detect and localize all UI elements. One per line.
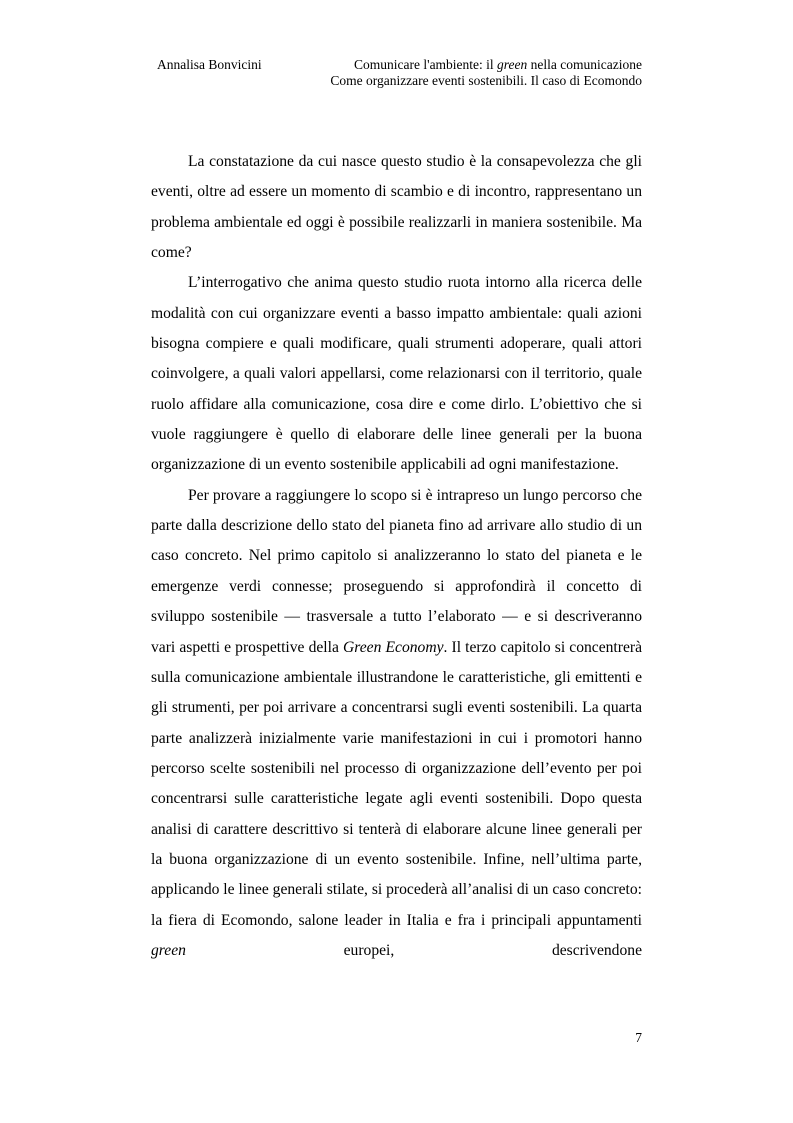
- header-title-line1-text: Comunicare l'ambiente: il: [354, 57, 498, 72]
- header-title-line1-text-end: nella comunicazione: [527, 57, 642, 72]
- paragraph-3-part-a: Per provare a raggiungere lo scopo si è intrapreso un lungo percorso che parte dalla descrizione dello stato del pianeta fino ad arrivare allo studio di un caso concreto. Nel primo capitolo si analizzeranno lo stato del pianeta e le emergenze verdi connesse; proseguendo si approfondirà il concetto di sviluppo sostenibile ― trasversale a tutto l’elaborato ― e si descriveranno vari aspetti e prospettive della: [151, 486, 642, 656]
- header-author: Annalisa Bonvicini: [157, 57, 262, 72]
- header-title-line1-italic: green: [497, 57, 528, 72]
- header-title-line1: [330, 57, 642, 73]
- body-text: [151, 147, 642, 966]
- header-title: [330, 57, 642, 89]
- paragraph-1: La constatazione da cui nasce questo studio è la consapevolezza che gli eventi, oltre ad essere un momento di scambio e di incontro, rappresentano un problema ambientale ed oggi è possibile realizzarli in maniera sostenibile. Ma come?: [151, 153, 642, 262]
- paragraph-3-italic-green-economy: Green Economy: [343, 638, 444, 656]
- paragraph-3: [151, 481, 642, 967]
- paragraph-3-part-b: . Il terzo capitolo si concentrerà sulla comunicazione ambientale illustrandone le caratteristiche, gli emittenti e gli strumenti, per poi arrivare a concentrarsi sugli eventi sostenibili. La quarta parte analizzerà inizialmente varie manifestazioni in cui i promotori hanno percorso scelte sostenibili nel processo di organizzazione dell’evento per poi concentrarsi sulle caratteristiche legate agli eventi sostenibili. Dopo questa analisi di carattere descrittivo si tenterà di elaborare alcune linee generali per la buona organizzazione di un evento sostenibile. Infine, nell’ultima parte, applicando le linee generali stilate, si procederà all’analisi di un caso concreto: la fiera di Ecomondo, salone leader in Italia e fra i principali appuntamenti: [151, 638, 642, 929]
- page-number: 7: [635, 1030, 642, 1045]
- paragraph-3-italic-green: green: [151, 941, 186, 959]
- header-title-line2: Come organizzare eventi sostenibili. Il caso di Ecomondo: [330, 73, 642, 88]
- paragraph-3-part-c: europei, descrivendone: [185, 941, 642, 959]
- paragraph-2: L’interrogativo che anima questo studio ruota intorno alla ricerca delle modalità con cui organizzare eventi a basso impatto ambientale: quali azioni bisogna compiere e quali modificare, quali strumenti adoperare, quali attori coinvolgere, a quali valori appellarsi, come relazionarsi con il territorio, quale ruolo affidare alla comunicazione, cosa dire e come dirlo. L’obiettivo che si vuole raggiungere è quello di elaborare delle linee generali per la buona organizzazione di un evento sostenibile applicabili ad ogni manifestazione.: [151, 274, 642, 474]
